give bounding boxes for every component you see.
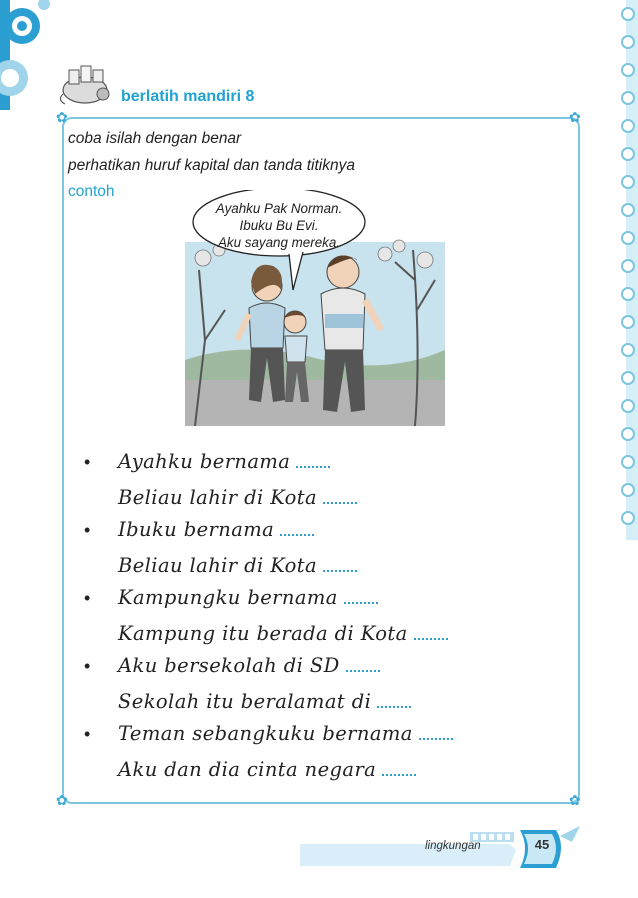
- bullet-icon: •: [84, 588, 91, 608]
- exercise-line: [118, 486, 357, 509]
- exercise-line: [118, 690, 411, 713]
- exercise-line: [118, 554, 357, 577]
- exercise-text: Aku dan dia cinta negara: [118, 758, 377, 781]
- exercise-text: Beliau lahir di Kota: [118, 554, 318, 577]
- exercise-text: Teman sebangkuku bernama: [118, 722, 413, 745]
- footer-label: lingkungan: [425, 840, 481, 852]
- frame-corner-ornament: ✿: [56, 792, 68, 808]
- exercise-text: Ayahku bernama: [118, 450, 291, 473]
- frame-corner-ornament: ✿: [56, 109, 68, 125]
- exercise-line: [118, 622, 448, 645]
- exercise-line: [118, 654, 380, 677]
- speech-line: Ayahku Pak Norman.: [215, 201, 343, 216]
- bullet-icon: •: [84, 656, 91, 676]
- exercise-line: [118, 722, 453, 745]
- example-label: contoh: [68, 183, 115, 200]
- ring-binding-decoration: [612, 0, 638, 540]
- speech-line: Ibuku Bu Evi.: [239, 218, 319, 233]
- answer-blank[interactable]: [382, 764, 416, 776]
- instruction-line: coba isilah dengan benar: [68, 130, 242, 147]
- bullet-icon: •: [84, 452, 91, 472]
- section-header: [55, 64, 355, 114]
- exercise-line: [118, 758, 416, 781]
- section-title: berlatih mandiri 8: [121, 88, 255, 105]
- answer-blank[interactable]: [323, 492, 357, 504]
- bullet-icon: •: [84, 520, 91, 540]
- exercise-text: Sekolah itu beralamat di: [118, 690, 372, 713]
- speech-line: Aku sayang mereka.: [217, 235, 341, 250]
- answer-blank[interactable]: [419, 728, 453, 740]
- frame-corner-ornament: ✿: [569, 792, 581, 808]
- answer-blank[interactable]: [323, 560, 357, 572]
- exercise-text: Kampungku bernama: [118, 586, 338, 609]
- answer-blank[interactable]: [344, 592, 378, 604]
- speech-bubble-text: [202, 200, 356, 251]
- bullet-icon: •: [84, 724, 91, 744]
- answer-blank[interactable]: [346, 660, 380, 672]
- exercise-line: [118, 518, 314, 541]
- answer-blank[interactable]: [414, 628, 448, 640]
- exercise-text: Beliau lahir di Kota: [118, 486, 318, 509]
- exercise-line: [118, 450, 330, 473]
- answer-blank[interactable]: [296, 456, 330, 468]
- answer-blank[interactable]: [377, 696, 411, 708]
- mascot-illustration: [55, 64, 117, 108]
- frame-corner-ornament: ✿: [569, 109, 581, 125]
- exercise-text: Kampung itu berada di Kota: [118, 622, 408, 645]
- page-number: 45: [534, 837, 550, 852]
- answer-blank[interactable]: [280, 524, 314, 536]
- corner-bubbles-decoration: [0, 0, 60, 110]
- exercise-text: Ibuku bernama: [118, 518, 275, 541]
- exercise-text: Aku bersekolah di SD: [118, 654, 340, 677]
- instruction-line: perhatikan huruf kapital dan tanda titiknya: [68, 157, 355, 174]
- exercise-line: [118, 586, 378, 609]
